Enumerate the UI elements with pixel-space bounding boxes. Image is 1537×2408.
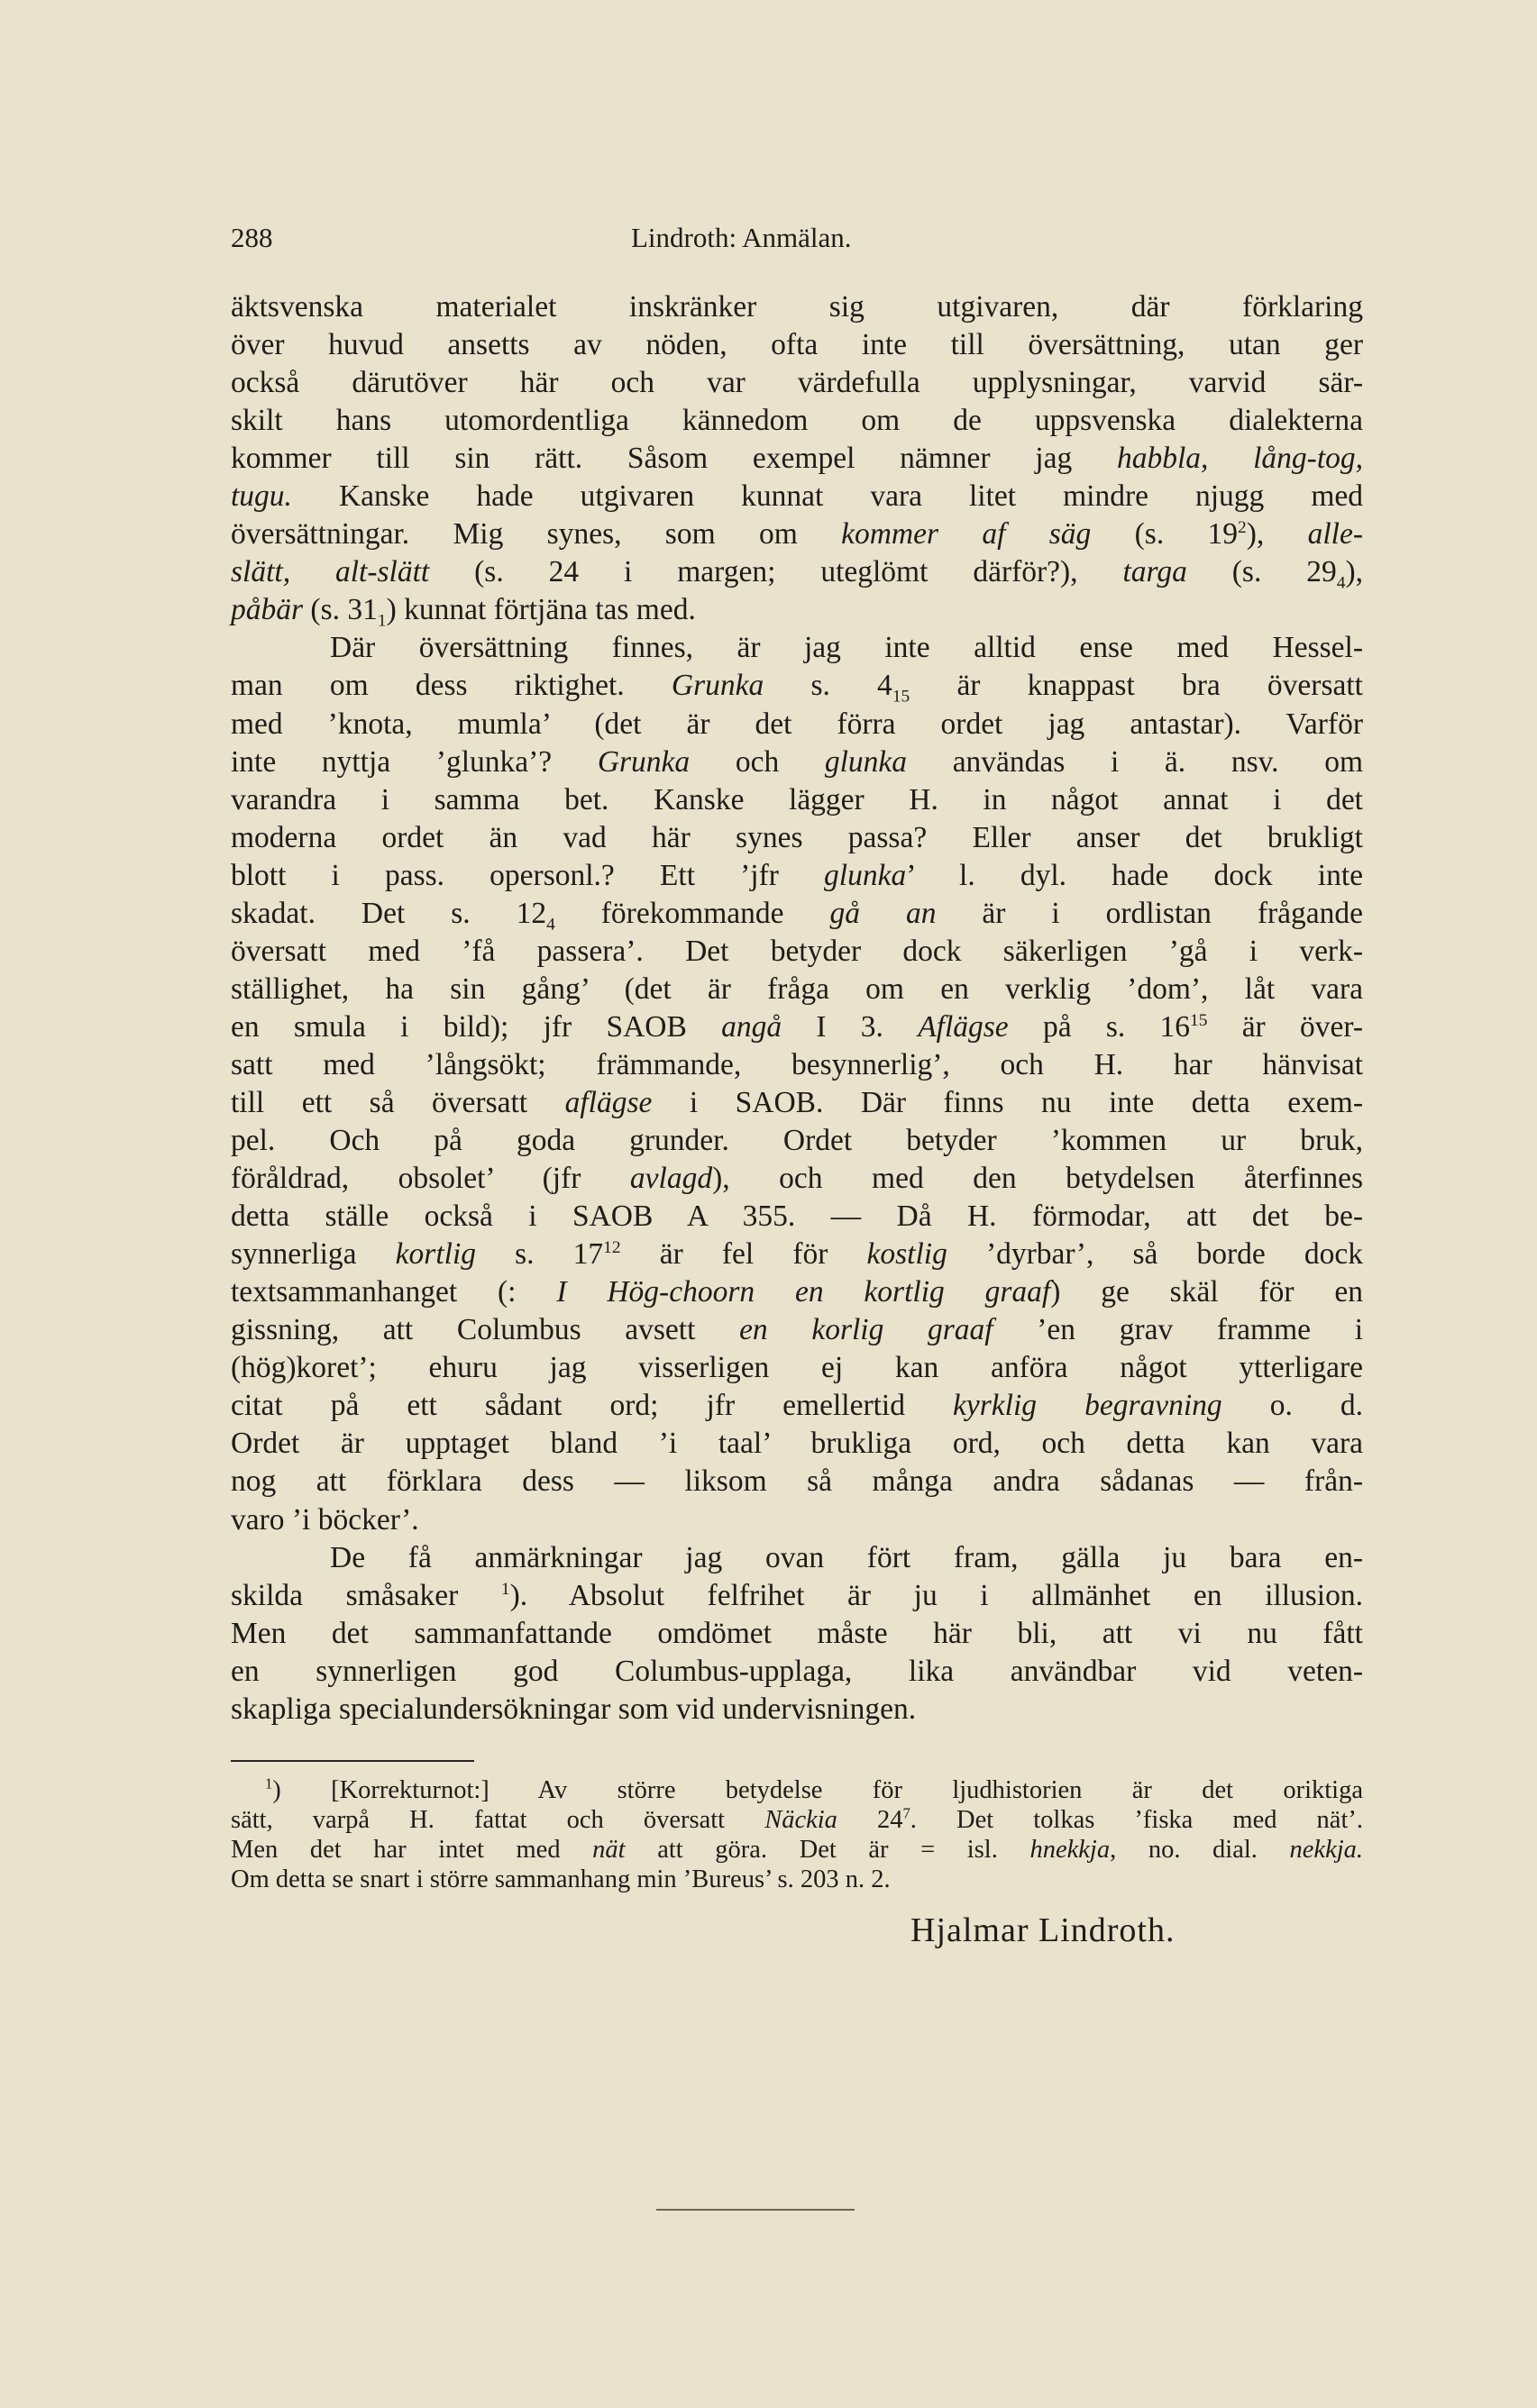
text-line: Där översättning finnes, är jag inte alltid ense med Hessel- xyxy=(330,631,1363,665)
text-line: skilda småsaker $^1$). Absolut felfrihet är ju i allmänhet en illusion. xyxy=(231,1578,1363,1612)
text-line: en synnerligen god Columbus-upplaga, lika användbar vid veten- xyxy=(231,1654,1363,1688)
text-line: också därutöver här och var värdefulla upplysningar, varvid sär- xyxy=(231,366,1363,400)
text-line: till ett så översatt aflägse i SAOB. Där finns nu inte detta exem- xyxy=(231,1085,1363,1119)
text-line: en smula i bild); jfr SAOB angå I 3. Aflägse på s. $16^{15}$ är över- xyxy=(231,1009,1363,1044)
footnote-rule xyxy=(231,1760,474,1762)
text-line: (hög)koret’; ehuru jag visserligen ej kan anföra något ytterligare xyxy=(231,1351,1363,1385)
text-line: varo ’i böcker’. xyxy=(231,1502,419,1537)
text-line: citat på ett sådant ord; jfr emellertid kyrklig begravning o. d. xyxy=(231,1389,1364,1423)
text-line: översatt med ’få passera’. Det betyder dock säkerligen ’gå i verk- xyxy=(231,934,1363,968)
page-number: 288 xyxy=(231,222,273,253)
text-line: satt med ’långsökt; främmande, besynnerlig’, och H. har hänvisat xyxy=(231,1047,1363,1081)
text-line: moderna ordet än vad här synes passa? Eller anser det brukligt xyxy=(231,820,1363,854)
text-line: äktsvenska materialet inskränker sig utgivaren, där förklaring xyxy=(231,290,1363,324)
text-line: Men det sammanfattande omdömet måste här bli, att vi nu fått xyxy=(231,1616,1363,1650)
text-line: tugu. Kanske hade utgivaren kunnat vara litet mindre njugg med xyxy=(231,479,1363,514)
text-line: textsammanhanget (: I Hög-choorn en kortlig graaf) ge skäl för en xyxy=(231,1275,1364,1309)
text-line: skilt hans utomordentliga kännedom om de uppsvenska dialekterna xyxy=(231,404,1363,438)
text-line: gissning, att Columbus avsett en korlig graaf ’en grav framme i xyxy=(231,1313,1363,1347)
text-line: skadat. Det s. $12_4$ förekommande gå an är i ordlistan frågande xyxy=(231,896,1363,935)
footnote-line: Men det har intet med nät att göra. Det är = isl. hnekkja, no. dial. nekkja. xyxy=(231,1836,1364,1864)
footnote-line: Om detta se snart i större sammanhang min ’Bureus’ s. 203 n. 2. xyxy=(231,1865,891,1893)
text-line: föråldrad, obsolet’ (jfr avlagd), och med den betydelsen återfinnes xyxy=(231,1162,1363,1196)
text-line: blott i pass. opersonl.? Ett ’jfr glunka’ l. dyl. hade dock inte xyxy=(231,858,1364,892)
running-head: Lindroth: Anmälan. xyxy=(631,222,852,253)
text-line: slätt, alt-slätt (s. 24 i margen; uteglömt därför?), targa (s. $29_4$), xyxy=(231,555,1363,594)
text-line: nog att förklara dess — liksom så många andra sådanas — från- xyxy=(231,1464,1363,1499)
text-line: påbär (s. $31_1$) kunnat förtjäna tas med. xyxy=(231,593,696,632)
text-line: detta ställe också i SAOB A 355. — Då H. förmodar, att det be- xyxy=(231,1199,1363,1234)
text-line: översättningar. Mig synes, som om kommer af säg (s. $19^2$), alle- xyxy=(231,517,1364,552)
author-signature: Hjalmar Lindroth. xyxy=(910,1911,1176,1949)
footnote xyxy=(231,1775,1363,1894)
text-line: synnerliga kortlig s. $17^{12}$ är fel för kostlig ’dyrbar’, så borde dock xyxy=(231,1237,1363,1272)
end-rule xyxy=(656,2209,855,2211)
text-line: pel. Och på goda grunder. Ordet betyder ’kommen ur bruk, xyxy=(231,1124,1363,1158)
text-line: skapliga specialundersökningar som vid undervisningen. xyxy=(231,1692,917,1726)
text-line: med ’knota, mumla’ (det är det förra ordet jag antastar). Varför xyxy=(231,707,1363,741)
text-line: varandra i samma bet. Kanske lägger H. in något annat i det xyxy=(231,782,1363,816)
text-line: inte nyttja ’glunka’? Grunka och glunka användas i ä. nsv. om xyxy=(231,744,1364,779)
text-line: Ordet är upptaget bland ’i taal’ brukliga ord, och detta kan vara xyxy=(231,1427,1363,1461)
text-line: över huvud ansetts av nöden, ofta inte till översättning, utan ger xyxy=(231,328,1363,362)
page-header xyxy=(231,222,1363,263)
text-line: De få anmärkningar jag ovan fört fram, gälla ju bara en- xyxy=(330,1540,1363,1574)
footnote-line: sätt, varpå H. fattat och översatt Näckia $24^7$. Det tolkas ’fiska med nät’. xyxy=(231,1804,1363,1834)
text-line: man om dess riktighet. Grunka s. $4_{15}$ är knappast bra översatt xyxy=(231,669,1363,707)
article-body xyxy=(231,288,1363,1728)
footnote-line: $^1$) [Korrekturnot:] Av större betydelse för ljudhistorien är det oriktiga xyxy=(265,1774,1363,1804)
text-line: kommer till sin rätt. Såsom exempel nämner jag habbla, lång-tog, xyxy=(231,442,1364,476)
text-line: ställighet, ha sin gång’ (det är fråga om en verklig ’dom’, låt vara xyxy=(231,971,1363,1006)
